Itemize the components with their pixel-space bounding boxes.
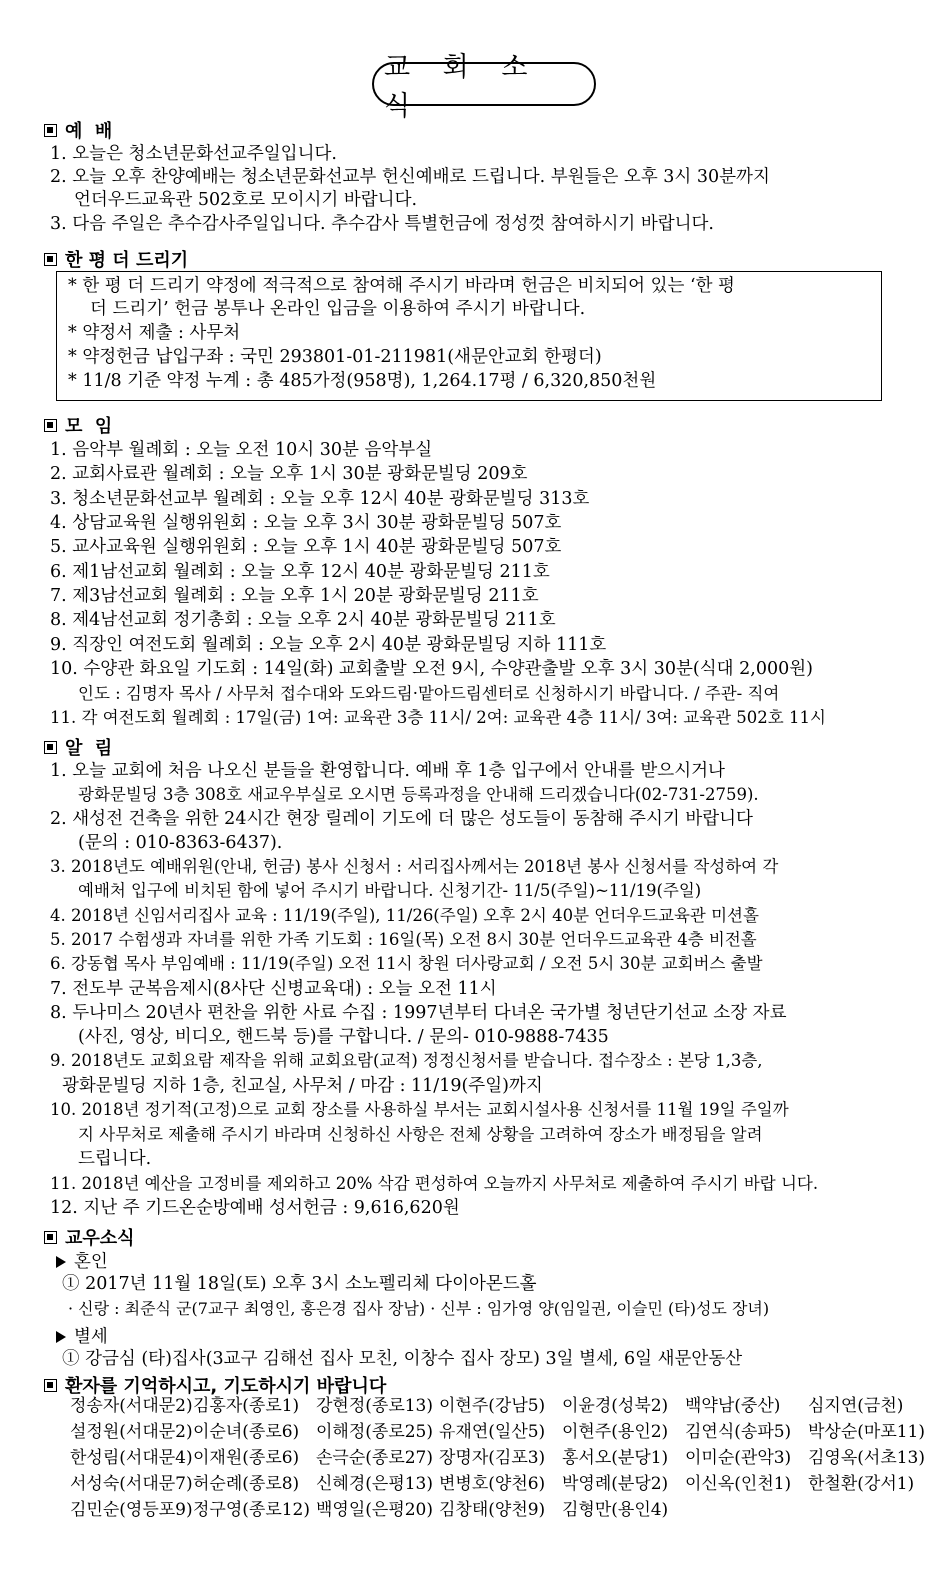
patient-name: 김영옥(서초13): [808, 1448, 926, 1468]
patient-name: 박상순(마포11): [808, 1422, 926, 1442]
notice-line: 광화문빌딩 지하 1층, 친교실, 사무처 / 마감 : 11/19(주일)까지: [62, 1076, 543, 1096]
patient-name: 홍서오(분당1): [562, 1448, 669, 1468]
patient-name: 백영일(은평20): [316, 1500, 434, 1520]
worship-line: 2. 오늘 오후 찬양예배는 청소년문화선교부 헌신예배로 드립니다. 부원들은 오후 3시 30분까지: [50, 167, 770, 187]
patient-name: 이재원(종로6): [193, 1448, 300, 1468]
notice-line: (문의 : 010-8363-6437).: [78, 833, 283, 853]
meeting-line: 2. 교회사료관 월례회 : 오늘 오후 1시 30분 광화문빌딩 209호: [50, 464, 528, 484]
section-heading-notices: [44, 734, 112, 760]
notice-line: 4. 2018년 신임서리집사 교육 : 11/19(주일), 11/26(주일) 오후 2시 40분 언더우드교육관 미션홀: [50, 906, 759, 925]
notice-line: 7. 전도부 군복음제시(8사단 신병교육대) : 오늘 오전 11시: [50, 979, 497, 999]
patient-name: 서성숙(서대문7): [70, 1474, 193, 1494]
patient-name: 허순례(종로8): [193, 1474, 300, 1494]
patient-name: 손극순(종로27): [316, 1448, 434, 1468]
patient-name: 변병호(양천6): [439, 1474, 546, 1494]
patient-name: 정구영(종로12): [193, 1500, 311, 1520]
section-title: 한 평 더 드리기: [65, 250, 189, 271]
patient-name: 설정원(서대문2): [70, 1422, 193, 1442]
patient-name: 김형만(용인4): [562, 1500, 669, 1520]
square-bullet-icon: [44, 1231, 57, 1244]
meeting-line: 3. 청소년문화선교부 월례회 : 오늘 오후 12시 40분 광화문빌딩 313호: [50, 489, 590, 509]
meeting-line: 4. 상담교육원 실행위원회 : 오늘 오후 3시 30분 광화문빌딩 507호: [50, 513, 562, 533]
section-heading-members: [44, 1224, 135, 1250]
death-subheading: [56, 1323, 108, 1348]
pledge-line: * 약정서 제출 : 사무처: [68, 323, 241, 343]
patient-name: 이순녀(종로6): [193, 1422, 300, 1442]
meeting-line: 5. 교사교육원 실행위원회 : 오늘 오후 1시 40분 광화문빌딩 507호: [50, 537, 562, 557]
notice-line: 3. 2018년도 예배위원(안내, 헌금) 봉사 신청서 : 서리집사께서는 2018년 봉사 신청서를 작성하여 각: [50, 857, 779, 876]
section-title: 모 임: [65, 416, 113, 437]
notice-line: 드립니다.: [78, 1149, 152, 1169]
triangle-bullet-icon: [56, 1331, 66, 1343]
page-title: 교 회 소 식: [372, 62, 596, 106]
square-bullet-icon: [44, 1379, 57, 1392]
patient-name: 김홍자(종로1): [193, 1396, 300, 1416]
square-bullet-icon: [44, 419, 57, 432]
patient-name: 김창태(양천9): [439, 1500, 546, 1520]
patient-name: 장명자(김포3): [439, 1448, 546, 1468]
patient-name: 김민순(영등포9): [70, 1500, 193, 1520]
meeting-line: 10. 수양관 화요일 기도회 : 14일(화) 교회출발 오전 9시, 수양관출발 오후 3시 30분(식대 2,000원): [50, 659, 813, 679]
worship-line: 1. 오늘은 청소년문화선교주일입니다.: [50, 144, 337, 164]
section-heading-worship: [44, 117, 112, 143]
patient-name: 정송자(서대문2): [70, 1396, 193, 1416]
subheading-label: 혼인: [74, 1252, 108, 1272]
notice-line: (사진, 영상, 비디오, 핸드북 등)를 구합니다. / 문의- 010-9888-7435: [78, 1027, 609, 1047]
pledge-line: 더 드리기’ 헌금 봉투나 온라인 입금을 이용하여 주시기 바랍니다.: [90, 299, 586, 319]
section-title: 교우소식: [65, 1228, 135, 1249]
patient-name: 이미순(관악3): [685, 1448, 792, 1468]
patient-list: [70, 1396, 931, 1520]
notice-line: 6. 강동협 목사 부임예배 : 11/19(주일) 오전 11시 창원 더사랑교회 / 오전 5시 30분 교회버스 출발: [50, 954, 763, 973]
meeting-line: 6. 제1남선교회 월례회 : 오늘 오후 12시 40분 광화문빌딩 211호: [50, 562, 550, 582]
notice-line: 2. 새성전 건축을 위한 24시간 현장 릴레이 기도에 더 많은 성도들이 동참해 주시기 바랍니다: [50, 809, 753, 829]
patient-name: 이현주(강남5): [439, 1396, 546, 1416]
patient-name: 김연식(송파5): [685, 1422, 792, 1442]
patient-name: 유재연(일산5): [439, 1422, 546, 1442]
wedding-line: ① 2017년 11월 18일(토) 오후 3시 소노펠리체 다이아몬드홀: [62, 1274, 537, 1294]
notice-line: 광화문빌딩 3층 308호 새교우부실로 오시면 등록과정을 안내해 드리겠습니다(02-731-2759).: [78, 785, 759, 804]
notice-line: 예배처 입구에 비치된 함에 넣어 주시기 바랍니다. 신청기간- 11/5(주일)~11/19(주일): [78, 881, 702, 900]
patient-name: 백약남(중산): [685, 1396, 781, 1416]
square-bullet-icon: [44, 741, 57, 754]
meeting-line: 인도 : 김명자 목사 / 사무처 접수대와 도와드림·맡아드림센터로 신청하시기 바랍니다. / 주관- 직여: [78, 684, 780, 703]
notice-line: 지 사무처로 제출해 주시기 바라며 신청하신 사항은 전체 상황을 고려하여 장소가 배정됨을 알려: [78, 1125, 763, 1144]
wedding-line: · 신랑 : 최준식 군(7교구 최영인, 홍은경 집사 장남) · 신부 : 임가영 양(임일권, 이슬민 (타)성도 장녀): [68, 1299, 770, 1318]
patient-name: 이현주(용인2): [562, 1422, 669, 1442]
pledge-line: * 약정헌금 납입구좌 : 국민 293801-01-211981(새문안교회 한평더): [68, 347, 602, 367]
patient-name: 박영례(분당2): [562, 1474, 669, 1494]
patient-name: 이해정(종로25): [316, 1422, 434, 1442]
meeting-line: 7. 제3남선교회 월례회 : 오늘 오후 1시 20분 광화문빌딩 211호: [50, 586, 539, 606]
square-bullet-icon: [44, 124, 57, 137]
death-line: ① 강금심 (타)집사(3교구 김해선 집사 모친, 이창수 집사 장모) 3일 별세, 6일 새문안동산: [62, 1349, 743, 1369]
patient-name: 한철환(강서1): [808, 1474, 915, 1494]
section-title: 예 배: [65, 121, 113, 142]
notice-line: 9. 2018년도 교회요람 제작을 위해 교회요람(교적) 정정신청서를 받습니다. 접수장소 : 본당 1,3층,: [50, 1051, 763, 1070]
notice-line: 10. 2018년 정기적(고정)으로 교회 장소를 사용하실 부서는 교회시설사용 신청서를 11월 19일 주일까: [50, 1100, 789, 1119]
wedding-subheading: [56, 1248, 108, 1273]
square-bullet-icon: [44, 253, 57, 266]
subheading-label: 별세: [74, 1327, 108, 1347]
patient-name: 이신옥(인천1): [685, 1474, 792, 1494]
meeting-line: 8. 제4남선교회 정기총회 : 오늘 오후 2시 40분 광화문빌딩 211호: [50, 610, 556, 630]
notice-line: 8. 두나미스 20년사 편찬을 위한 사료 수집 : 1997년부터 다녀온 국가별 청년단기선교 소장 자료: [50, 1003, 787, 1023]
section-title: 알 림: [65, 738, 113, 759]
section-heading-meetings: [44, 412, 112, 438]
patient-name: 심지연(금천): [808, 1396, 904, 1416]
worship-line: 3. 다음 주일은 추수감사주일입니다. 추수감사 특별헌금에 정성껏 참여하시기 바랍니다.: [50, 214, 714, 234]
section-heading-pledge: [44, 246, 188, 272]
notice-line: 5. 2017 수험생과 자녀를 위한 가족 기도회 : 16일(목) 오전 8시 30분 언더우드교육관 4층 비전홀: [50, 930, 757, 949]
meeting-line: 1. 음악부 월례회 : 오늘 오전 10시 30분 음악부실: [50, 440, 433, 460]
notice-line: 1. 오늘 교회에 처음 나오신 분들을 환영합니다. 예배 후 1층 입구에서 안내를 받으시거나: [50, 761, 725, 781]
section-heading-patients: [44, 1372, 386, 1398]
notice-line: 11. 2018년 예산을 고정비를 제외하고 20% 삭감 편성하여 오늘까지 사무처로 제출하여 주시기 바랍 니다.: [50, 1174, 819, 1193]
triangle-bullet-icon: [56, 1256, 66, 1268]
pledge-line: * 한 평 더 드리기 약정에 적극적으로 참여해 주시기 바라며 헌금은 비치되어 있는 ‘한 평: [68, 276, 735, 296]
patient-name: 강현정(종로13): [316, 1396, 434, 1416]
patient-name: 신혜경(은평13): [316, 1474, 434, 1494]
meeting-line: 11. 각 여전도회 월례회 : 17일(금) 1여: 교육관 3층 11시/ 2여: 교육관 4층 11시/ 3여: 교육관 502호 11시: [50, 708, 826, 727]
meeting-line: 9. 직장인 여전도회 월례회 : 오늘 오후 2시 40분 광화문빌딩 지하 111호: [50, 635, 607, 655]
pledge-line: * 11/8 기준 약정 누계 : 총 485가정(958명), 1,264.17평 / 6,320,850천원: [68, 371, 657, 391]
notice-line: 12. 지난 주 기드온순방예배 성서헌금 : 9,616,620원: [50, 1198, 460, 1218]
worship-line: 언더우드교육관 502호로 모이시기 바랍니다.: [74, 190, 418, 210]
section-title: 환자를 기억하시고, 기도하시기 바랍니다: [65, 1376, 387, 1397]
patient-name: 한성림(서대문4): [70, 1448, 193, 1468]
patient-name: 이윤경(성북2): [562, 1396, 669, 1416]
